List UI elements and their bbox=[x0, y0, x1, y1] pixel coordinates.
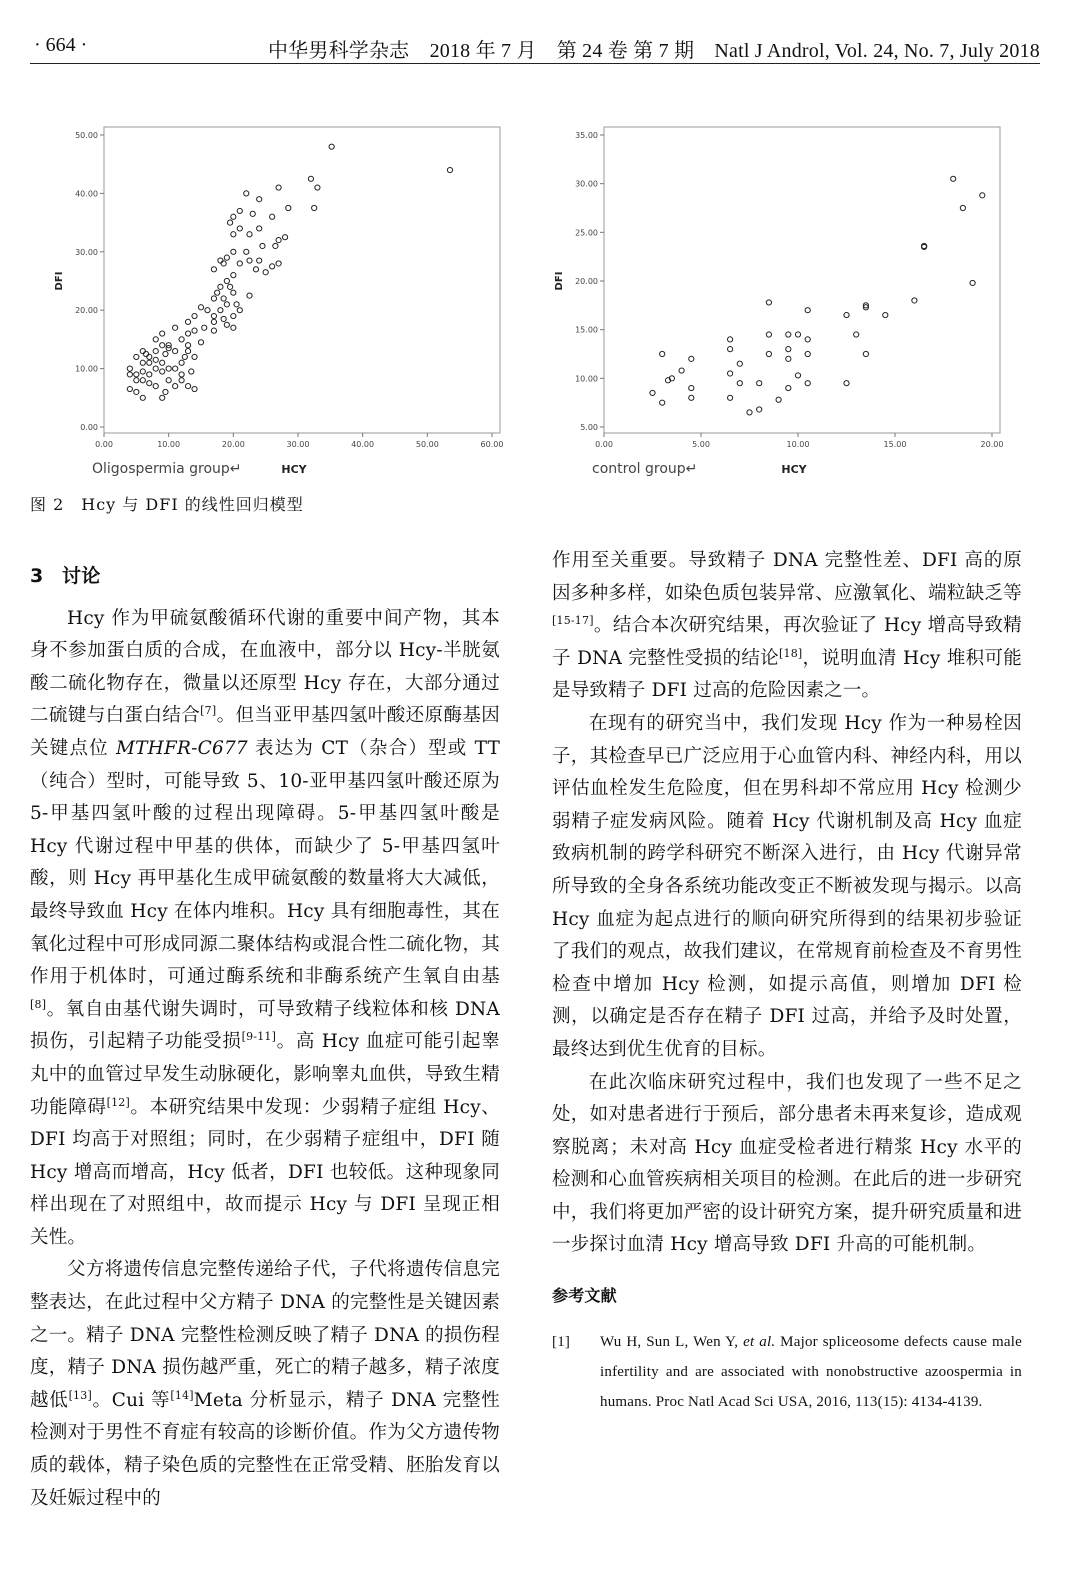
oligospermia-point bbox=[286, 205, 291, 210]
control-point bbox=[679, 368, 684, 373]
control-point bbox=[795, 373, 800, 378]
control-x-tick-label: 15.00 bbox=[883, 440, 907, 449]
oligospermia-point bbox=[221, 261, 226, 266]
control-point bbox=[766, 300, 771, 305]
scatter-control bbox=[540, 115, 1010, 485]
oligospermia-point bbox=[270, 214, 275, 219]
oligospermia-point bbox=[282, 235, 287, 240]
oligospermia-point bbox=[143, 351, 148, 356]
reference-text bbox=[600, 1327, 1022, 1417]
oligospermia-plot-frame bbox=[104, 127, 500, 433]
oligospermia-point bbox=[244, 191, 249, 196]
control-point bbox=[883, 312, 888, 317]
oligospermia-point bbox=[211, 296, 216, 301]
running-header bbox=[30, 30, 1040, 64]
oligospermia-x-tick-label: 60.00 bbox=[480, 440, 504, 449]
oligospermia-point bbox=[179, 337, 184, 342]
oligospermia-point bbox=[134, 354, 139, 359]
oligospermia-point bbox=[192, 386, 197, 391]
oligospermia-point bbox=[166, 366, 171, 371]
oligospermia-point bbox=[211, 319, 216, 324]
control-group-label: control group↵ bbox=[592, 461, 698, 477]
oligospermia-point bbox=[127, 366, 132, 371]
control-point bbox=[728, 337, 733, 342]
control-point bbox=[795, 332, 800, 337]
oligospermia-x-tick-label: 40.00 bbox=[351, 440, 375, 449]
paragraph-2 bbox=[30, 1254, 500, 1515]
oligospermia-point bbox=[224, 255, 229, 260]
oligospermia-x-tick-label: 30.00 bbox=[286, 440, 310, 449]
control-point bbox=[786, 332, 791, 337]
oligospermia-point bbox=[185, 384, 190, 389]
oligospermia-point bbox=[237, 261, 242, 266]
oligospermia-x-tick-label: 20.00 bbox=[221, 440, 245, 449]
oligospermia-point bbox=[189, 369, 194, 374]
oligospermia-point bbox=[179, 360, 184, 365]
oligospermia-point bbox=[215, 290, 220, 295]
oligospermia-point bbox=[263, 270, 268, 275]
control-x-tick-label: 0.00 bbox=[595, 440, 613, 449]
control-point bbox=[805, 381, 810, 386]
control-y-axis-label: DFI bbox=[554, 271, 565, 291]
control-point bbox=[689, 356, 694, 361]
figure-caption: 图 2 Hcy 与 DFI 的线性回归模型 bbox=[30, 495, 304, 514]
control-point bbox=[786, 347, 791, 352]
oligospermia-point bbox=[257, 226, 262, 231]
oligospermia-point bbox=[237, 226, 242, 231]
oligospermia-point bbox=[134, 372, 139, 377]
paragraph-2-text-f: ，说明血清 Hcy 堆积可能是导致精子 DFI 过高的危险因素之一。 bbox=[552, 647, 1022, 702]
paragraph-2-text-b: 。Cui 等 bbox=[91, 1389, 171, 1411]
oligospermia-point bbox=[231, 249, 236, 254]
oligospermia-point bbox=[179, 378, 184, 383]
control-point bbox=[805, 337, 810, 342]
oligospermia-point bbox=[153, 337, 158, 342]
paragraph-1 bbox=[30, 603, 500, 1255]
oligospermia-point bbox=[147, 372, 152, 377]
oligospermia-point bbox=[153, 366, 158, 371]
oligospermia-point bbox=[231, 214, 236, 219]
oligospermia-point bbox=[153, 384, 158, 389]
control-point bbox=[689, 395, 694, 400]
oligospermia-point bbox=[221, 316, 226, 321]
oligospermia-point bbox=[221, 296, 226, 301]
oligospermia-x-tick-label: 0.00 bbox=[95, 440, 113, 449]
paragraph-2-text-d: 作用至关重要。导致精子 DNA 完整性差、DFI 高的原因多种多样，如染色质包装异常、应激氧化、端粒缺乏等 bbox=[552, 550, 1022, 604]
oligospermia-point bbox=[218, 284, 223, 289]
oligospermia-point bbox=[273, 243, 278, 248]
oligospermia-point bbox=[185, 319, 190, 324]
oligospermia-point bbox=[260, 243, 265, 248]
control-point bbox=[980, 193, 985, 198]
oligospermia-point bbox=[160, 360, 165, 365]
oligospermia-point bbox=[211, 313, 216, 318]
control-point bbox=[844, 312, 849, 317]
oligospermia-point bbox=[173, 325, 178, 330]
section-heading bbox=[30, 560, 500, 593]
paragraph-2-text-c: Meta 分析显示，精子 DNA 完整性检测对于男性不育症有较高的诊断价值。作为父方遗传物质的载体，精子染色质的完整性在正常受精、胚胎发育以及妊娠过程中的 bbox=[30, 1389, 500, 1509]
oligospermia-point bbox=[147, 381, 152, 386]
control-point bbox=[970, 280, 975, 285]
oligospermia-point bbox=[147, 354, 152, 359]
oligospermia-point bbox=[140, 348, 145, 353]
oligospermia-point bbox=[218, 308, 223, 313]
oligospermia-point bbox=[224, 322, 229, 327]
control-point bbox=[863, 351, 868, 356]
oligospermia-point bbox=[228, 220, 233, 225]
oligospermia-point bbox=[127, 372, 132, 377]
oligospermia-x-tick-label: 50.00 bbox=[415, 440, 439, 449]
control-point bbox=[650, 390, 655, 395]
control-point bbox=[786, 385, 791, 390]
reference-authors: Wu H, Sun L, Wen Y, bbox=[600, 1333, 744, 1350]
oligospermia-point bbox=[308, 176, 313, 181]
oligospermia-point bbox=[224, 278, 229, 283]
oligospermia-point bbox=[134, 389, 139, 394]
citation: [15-17] bbox=[552, 614, 594, 628]
control-point bbox=[776, 397, 781, 402]
oligospermia-point bbox=[231, 273, 236, 278]
oligospermia-point bbox=[153, 348, 158, 353]
oligospermia-y-tick-label: 50.00 bbox=[75, 131, 98, 140]
control-point bbox=[728, 395, 733, 400]
control-y-tick-label: 15.00 bbox=[575, 325, 598, 335]
oligospermia-point bbox=[247, 293, 252, 298]
oligospermia-point bbox=[192, 313, 197, 318]
paragraph-2-text-e: 。结合本次研究结果，再次验证了 Hcy 增高导致精子 DNA 完整性受损的结论 bbox=[552, 615, 1022, 669]
oligospermia-point bbox=[160, 343, 165, 348]
control-point bbox=[737, 361, 742, 366]
control-y-tick-label: 5.00 bbox=[580, 423, 598, 432]
control-point bbox=[660, 400, 665, 405]
oligospermia-point bbox=[253, 267, 258, 272]
oligospermia-y-tick-label: 20.00 bbox=[75, 306, 98, 316]
paragraph-1-text-e: 。高 Hcy 血症可能引起睾丸中的血管过早发生动脉硬化，影响睾丸血供，导致生精功能障碍 bbox=[30, 1031, 500, 1118]
oligospermia-point bbox=[185, 343, 190, 348]
oligospermia-point bbox=[173, 366, 178, 371]
oligospermia-point bbox=[140, 369, 145, 374]
control-x-tick-label: 10.00 bbox=[786, 440, 810, 449]
citation: [7] bbox=[200, 704, 217, 718]
paragraph-4: 在此次临床研究过程中，我们也发现了一些不足之处，如对患者进行于预后，部分患者未再来复诊，造成观察脱离；未对高 Hcy 血症受检者进行精浆 Hcy 水平的检测和心血管疾病相关项目的检测。在此后的进一步研究中，我们将更加严密的设计研究方案，提升研究质量和进一步探讨血清 Hcy 增高导致 DFI 升高的可能机制。 bbox=[552, 1071, 1022, 1256]
citation: [9-11] bbox=[241, 1030, 277, 1044]
oligospermia-point bbox=[192, 328, 197, 333]
oligospermia-point bbox=[160, 395, 165, 400]
oligospermia-point bbox=[276, 261, 281, 266]
scatter-control-svg bbox=[540, 115, 1010, 485]
oligospermia-point bbox=[247, 232, 252, 237]
control-x-axis-label: HCY bbox=[781, 463, 807, 476]
oligospermia-y-axis-label: DFI bbox=[54, 271, 65, 291]
citation: [8] bbox=[30, 997, 47, 1011]
scatter-oligospermia-svg bbox=[40, 115, 510, 485]
control-x-tick-label: 20.00 bbox=[980, 440, 1004, 449]
oligospermia-point bbox=[205, 308, 210, 313]
oligospermia-x-axis-label: HCY bbox=[281, 463, 307, 476]
control-point bbox=[766, 351, 771, 356]
control-point bbox=[737, 381, 742, 386]
oligospermia-point bbox=[312, 205, 317, 210]
control-x-tick-label: 5.00 bbox=[692, 440, 710, 449]
reference-number: [1] bbox=[552, 1333, 571, 1350]
oligospermia-point bbox=[231, 290, 236, 295]
control-point bbox=[757, 407, 762, 412]
oligospermia-y-tick-label: 0.00 bbox=[80, 423, 98, 432]
control-point bbox=[960, 205, 965, 210]
control-point bbox=[728, 371, 733, 376]
paragraph-1-text-a: Hcy 作为甲硫氨酸循环代谢的重要中间产物，其本身不参加蛋白质的合成，在血液中，部分以 Hcy-半胱氨酸二硫化物存在，微量以还原型 Hcy 存在，大部分通过二硫键与白蛋白结合 bbox=[30, 607, 500, 727]
paragraph-3: 在现有的研究当中，我们发现 Hcy 作为一种易栓因子，其检查早已广泛应用于心血管内科、神经内科，用以评估血栓发生危险度，但在男科却不常应用 Hcy 检测少弱精子症发病风险。随着 Hcy 代谢机制及高 Hcy 血症致病机制的跨学科研究不断深入进行，由 Hcy 代谢异常所导致的全身各系统功能改变正不断被发现与揭示。以高 Hcy 血症为起点进行的顺向研究所得到的结果初步验证了我们的观点，故我们建议，在常规育前检查及不育男性检查中增加 Hcy 检测，如提示高值，则增加 DFI 检测，以确定是否存在精子 DFI 过高，并给予及时处置，最终达到优生优育的目标。 bbox=[552, 712, 1022, 1060]
control-point bbox=[844, 381, 849, 386]
oligospermia-point bbox=[198, 340, 203, 345]
oligospermia-point bbox=[329, 144, 334, 149]
left-column bbox=[30, 560, 500, 1515]
scatter-oligospermia bbox=[40, 115, 510, 485]
reference-body: Major spliceosome defects cause male infertility and are associated with nonobstructive azoospermia in humans. Proc Natl Acad Sci USA, 2016, 113(15): 4134-4139. bbox=[600, 1333, 1022, 1410]
control-y-tick-label: 20.00 bbox=[575, 277, 598, 286]
oligospermia-point bbox=[140, 360, 145, 365]
control-point bbox=[747, 410, 752, 415]
oligospermia-point bbox=[237, 308, 242, 313]
paragraph-2-continued bbox=[552, 545, 1022, 708]
oligospermia-point bbox=[160, 331, 165, 336]
oligospermia-point bbox=[257, 258, 262, 263]
control-plot-frame bbox=[604, 127, 1000, 433]
reference-item bbox=[552, 1327, 1022, 1417]
control-point bbox=[689, 385, 694, 390]
oligospermia-y-tick-label: 10.00 bbox=[75, 364, 98, 374]
oligospermia-point bbox=[179, 372, 184, 377]
control-y-tick-label: 10.00 bbox=[575, 374, 598, 384]
oligospermia-point bbox=[247, 258, 252, 263]
oligospermia-point bbox=[228, 284, 233, 289]
oligospermia-point bbox=[173, 348, 178, 353]
oligospermia-point bbox=[192, 354, 197, 359]
oligospermia-point bbox=[198, 305, 203, 310]
oligospermia-point bbox=[231, 313, 236, 318]
citation: [18] bbox=[779, 646, 803, 660]
references-heading: 参考文献 bbox=[552, 1286, 617, 1306]
citation: [12] bbox=[106, 1095, 130, 1109]
citation: [13] bbox=[68, 1388, 92, 1402]
section-title: 讨论 bbox=[62, 565, 101, 587]
oligospermia-y-tick-label: 40.00 bbox=[75, 189, 98, 199]
control-point bbox=[757, 381, 762, 386]
oligospermia-point bbox=[237, 208, 242, 213]
oligospermia-point bbox=[147, 360, 152, 365]
paragraph-1-text-d: 。氧自由基代谢失调时，可导致精子线粒体和核 DNA 损伤，引起精子功能受损 bbox=[30, 998, 500, 1053]
oligospermia-point bbox=[244, 249, 249, 254]
paragraph-2-text-a: 父方将遗传信息完整传递给子代，子代将遗传信息完整表达，在此过程中父方精子 DNA 的完整性是关键因素之一。精子 DNA 完整性检测反映了精子 DNA 的损伤程度，精子 DNA 损伤越严重，死亡的精子越多，精子浓度越低 bbox=[30, 1259, 500, 1411]
oligospermia-point bbox=[185, 348, 190, 353]
oligospermia-point bbox=[163, 351, 168, 356]
right-column bbox=[552, 545, 1022, 1417]
oligospermia-point bbox=[447, 167, 452, 172]
control-point bbox=[854, 332, 859, 337]
oligospermia-point bbox=[202, 325, 207, 330]
oligospermia-point bbox=[257, 197, 262, 202]
oligospermia-group-label: Oligospermia group↵ bbox=[92, 461, 242, 477]
control-y-tick-label: 35.00 bbox=[575, 131, 598, 140]
reference-etal: et al. bbox=[743, 1333, 776, 1350]
oligospermia-point bbox=[276, 185, 281, 190]
oligospermia-point bbox=[315, 185, 320, 190]
oligospermia-point bbox=[134, 378, 139, 383]
oligospermia-x-tick-label: 10.00 bbox=[157, 440, 181, 449]
oligospermia-point bbox=[185, 331, 190, 336]
oligospermia-point bbox=[173, 384, 178, 389]
oligospermia-point bbox=[270, 264, 275, 269]
oligospermia-point bbox=[231, 232, 236, 237]
oligospermia-point bbox=[234, 302, 239, 307]
oligospermia-point bbox=[140, 395, 145, 400]
control-point bbox=[805, 308, 810, 313]
page-number: · 664 · bbox=[34, 34, 88, 56]
paragraph-1-text-f: 。本研究结果中发现：少弱精子症组 Hcy、DFI 均高于对照组；同时，在少弱精子症组中，DFI 随 Hcy 增高而增高，Hcy 低者，DFI 也较低。这种现象同样出现在了对照组中，故而提示 Hcy 与 DFI 呈现正相关性。 bbox=[30, 1096, 500, 1248]
control-point bbox=[805, 351, 810, 356]
oligospermia-point bbox=[211, 328, 216, 333]
oligospermia-point bbox=[182, 354, 187, 359]
control-point bbox=[728, 347, 733, 352]
control-y-tick-label: 30.00 bbox=[575, 179, 598, 189]
control-point bbox=[766, 332, 771, 337]
section-number: 3 bbox=[30, 565, 44, 587]
journal-citation: 中华男科学杂志 2018 年 7 月 第 24 卷 第 7 期 Natl J Androl, Vol. 24, No. 7, July 2018 bbox=[267, 40, 1040, 62]
control-y-tick-label: 25.00 bbox=[575, 228, 598, 238]
oligospermia-point bbox=[127, 386, 132, 391]
oligospermia-point bbox=[163, 389, 168, 394]
control-point bbox=[951, 176, 956, 181]
citation: [14] bbox=[170, 1388, 194, 1402]
oligospermia-point bbox=[250, 211, 255, 216]
oligospermia-point bbox=[231, 325, 236, 330]
oligospermia-point bbox=[166, 378, 171, 383]
control-point bbox=[660, 351, 665, 356]
oligospermia-point bbox=[211, 267, 216, 272]
oligospermia-point bbox=[218, 258, 223, 263]
paragraph-1-text-c: 表达为 CT（杂合）型或 TT（纯合）型时，可能导致 5、10-亚甲基四氢叶酸还原为 5-甲基四氢叶酸的过程出现障碍。5-甲基四氢叶酸是 Hcy 代谢过程中甲基的供体，而缺少了 5-甲基四氢叶酸，则 Hcy 再甲基化生成甲硫氨酸的数量将大大减低，最终导致血 Hcy 在体内堆积。Hcy 具有细胞毒性，其在氧化过程中可形成同源二聚体结构或混合性二硫化物，其作用于机体时，可通过酶系统和非酶系统产生氧自由基 bbox=[30, 737, 500, 988]
gene-name: MTHFR-C677 bbox=[115, 737, 248, 759]
oligospermia-point bbox=[276, 238, 281, 243]
oligospermia-point bbox=[224, 302, 229, 307]
control-point bbox=[912, 298, 917, 303]
oligospermia-y-tick-label: 30.00 bbox=[75, 247, 98, 257]
oligospermia-point bbox=[140, 378, 145, 383]
paragraph-1-text-b: 。但当亚甲基四氢叶酸还原酶基因关键点位 bbox=[30, 705, 500, 759]
header-rule bbox=[30, 63, 1040, 64]
control-point bbox=[786, 356, 791, 361]
oligospermia-point bbox=[153, 357, 158, 362]
oligospermia-point bbox=[160, 369, 165, 374]
